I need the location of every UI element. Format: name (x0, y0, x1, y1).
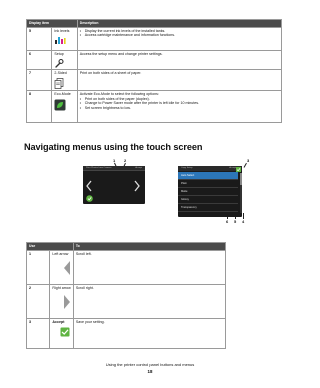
accept-check-icon (60, 327, 70, 337)
leader-line (244, 163, 247, 168)
table-row (27, 318, 226, 348)
callout-6: 6 (226, 219, 229, 224)
menu-item[interactable]: Auto Select (178, 172, 238, 180)
item-name: 2-Sided (54, 71, 67, 76)
display-item-cell (52, 27, 77, 50)
left-arrow-icon (62, 260, 72, 276)
table-header-row (27, 20, 282, 28)
screen-title-bar (178, 166, 242, 171)
column-header-use: Use (27, 243, 74, 251)
row-number: 5 (27, 27, 52, 50)
description-cell: Access the setup menu and change printer settings. (77, 50, 281, 70)
leader-line (243, 213, 244, 219)
item-name: Setup (54, 51, 64, 56)
table-header-row (27, 243, 226, 251)
row-number: 6 (27, 50, 52, 70)
menu-item[interactable]: Matte (178, 188, 238, 196)
right-arrow-icon[interactable] (133, 180, 141, 192)
eco-mode-icon (54, 99, 66, 111)
item-name: Ink levels (54, 28, 70, 33)
accept-label: Accept (135, 167, 142, 169)
callout-4: 4 (242, 219, 245, 224)
menu-item[interactable]: Transparency (178, 204, 238, 212)
left-arrow-icon[interactable] (85, 180, 93, 192)
two-sided-icon (54, 78, 64, 89)
display-item-cell (52, 91, 77, 123)
table-row (27, 27, 282, 50)
bullet-item: • Change to Power Saver mode after the printer is left idle for 10 minutes. (80, 101, 279, 106)
callout-3: 3 (247, 158, 250, 163)
table-row (27, 50, 282, 70)
action-cell: Scroll left. (73, 250, 225, 284)
display-item-cell (52, 50, 77, 70)
control-cell (50, 250, 73, 284)
touch-screen-left (83, 166, 145, 204)
screen-title: Print Photos from Camera (86, 167, 112, 169)
scrollbar[interactable] (240, 173, 242, 213)
accept-label: Accept (229, 167, 236, 169)
table-row (27, 70, 282, 91)
action-cell: Save your setting. (73, 318, 225, 348)
column-header-display-item: Display item (27, 20, 78, 28)
row-number: 7 (27, 70, 52, 91)
item-name: Eco-Mode (54, 92, 71, 97)
callout-5: 5 (234, 219, 237, 224)
table-row (27, 91, 282, 123)
table-row (27, 250, 226, 284)
display-items-table (26, 19, 282, 123)
bullet-item: • Set screen brightness to low. (80, 106, 279, 111)
bullet-item: • Print on both sides of the paper (duplex). (80, 97, 279, 102)
bullet-item: • Access cartridge maintenance and information functions. (80, 33, 279, 38)
section-heading: Navigating menus using the touch screen (24, 142, 203, 152)
menu-item[interactable]: Glossy (178, 196, 238, 204)
touch-controls-table (26, 242, 226, 349)
bullet-item: • Display the current ink levels of the installed tanks. (80, 29, 279, 34)
accept-check-icon[interactable] (86, 195, 93, 202)
touch-screen-right (178, 166, 242, 217)
row-number: 1 (27, 250, 50, 284)
control-name: Accept (52, 319, 65, 324)
callout-2: 2 (124, 158, 127, 163)
control-cell (50, 284, 73, 318)
page-number: 18 (147, 369, 153, 374)
scrollbar-thumb[interactable] (240, 173, 242, 185)
screen-title-bar (83, 166, 145, 171)
wrench-icon (54, 58, 64, 68)
callout-1: 1 (113, 158, 116, 163)
display-item-cell (52, 70, 77, 91)
description-cell: Print on both sides of a sheet of paper. (77, 70, 281, 91)
ink-levels-icon (54, 35, 66, 45)
description-cell (77, 91, 281, 123)
column-header-to: To (73, 243, 225, 251)
screen-title: Copy Setup (181, 167, 193, 169)
table-row (27, 284, 226, 318)
description-text: Activate Eco-Mode to select the following options: (79, 92, 159, 97)
column-header-description: Description (77, 20, 281, 28)
menu-item[interactable]: Plain (178, 180, 238, 188)
control-name: Right arrow (52, 285, 71, 290)
control-cell (50, 318, 73, 348)
control-name: Left arrow (52, 251, 69, 256)
right-arrow-icon (62, 294, 72, 310)
row-number: 8 (27, 91, 52, 123)
accept-check-icon[interactable] (236, 167, 241, 172)
row-number: 2 (27, 284, 50, 318)
description-cell (77, 27, 281, 50)
row-number: 3 (27, 318, 50, 348)
footer-text: Using the printer control panel buttons and menus (105, 362, 195, 367)
action-cell: Scroll right. (73, 284, 225, 318)
